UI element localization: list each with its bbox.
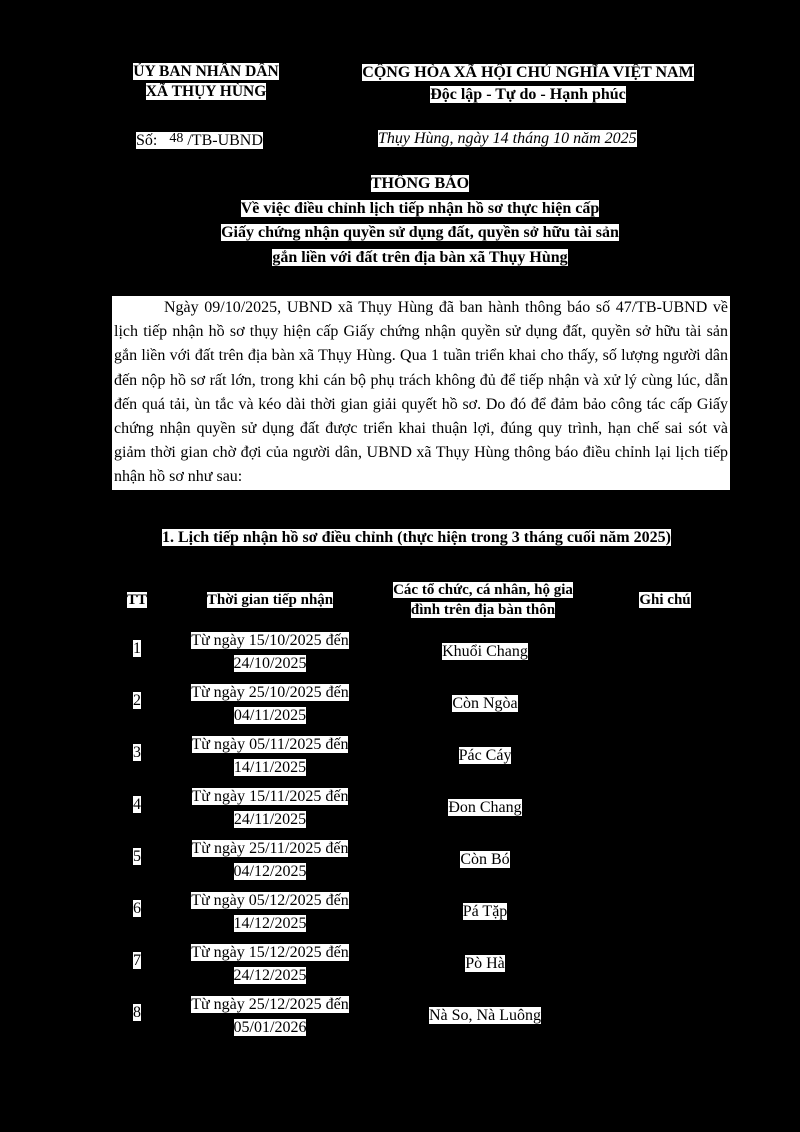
so-label: Số:: [136, 132, 158, 149]
document-title: [120, 172, 720, 270]
document-number: [136, 128, 263, 152]
row-time-start: Từ ngày 05/11/2025 đến: [191, 736, 349, 753]
row-time-start: Từ ngày 15/12/2025 đến: [191, 944, 349, 961]
document-date: [378, 128, 637, 150]
row-village: Pá Tặp: [462, 903, 508, 920]
table-row: [0, 679, 800, 731]
so-suffix: /TB-UBND: [187, 132, 263, 149]
row-tt: 7: [133, 952, 141, 969]
row-time-start: Từ ngày 25/10/2025 đến: [191, 684, 349, 701]
row-time-start: Từ ngày 05/12/2025 đến: [191, 892, 349, 909]
title-main: THÔNG BÁO: [370, 175, 470, 192]
row-time-start: Từ ngày 25/12/2025 đến: [191, 996, 349, 1013]
table-row: [0, 627, 800, 679]
agency-line-1: ỦY BAN NHÂN DÂN: [133, 63, 279, 80]
row-time-end: 24/12/2025: [233, 967, 307, 984]
table-row: [0, 835, 800, 887]
table-row: [0, 939, 800, 991]
row-village: Pò Hà: [465, 955, 505, 972]
row-tt: 8: [133, 1004, 141, 1021]
section-heading-text: 1. Lịch tiếp nhận hồ sơ điều chỉnh (thực hiện trong 3 tháng cuối năm 2025): [162, 529, 671, 546]
nation-line-1: CỘNG HÒA XÃ HỘI CHỦ NGHĨA VIỆT NAM: [362, 64, 694, 81]
agency-line-2: XÃ THỤY HÙNG: [145, 83, 267, 100]
row-village: Nà So, Nà Luông: [429, 1007, 541, 1024]
table-header-time: Thời gian tiếp nhận: [206, 592, 334, 608]
row-time-end: 14/12/2025: [233, 915, 307, 932]
row-tt: 3: [133, 744, 141, 761]
table-row: [0, 887, 800, 939]
table-row: [0, 731, 800, 783]
row-time-end: 24/11/2025: [233, 811, 307, 828]
row-time-start: Từ ngày 25/11/2025 đến: [191, 840, 349, 857]
body-paragraph: Ngày 09/10/2025, UBND xã Thụy Hùng đã ban hành thông báo số 47/TB-UBND về lịch tiếp nhận hồ sơ thụy hiện cấp Giấy chứng nhận quyền sử dụng đất, quyền sở hữu tài sản gắn liền với đất trên địa bàn xã Thụy Hùng. Qua 1 tuần triển khai cho thấy, số lượng người dân đến nộp hồ sơ rất lớn, trong khi cán bộ phụ trách không đủ để tiếp nhận và xử lý cùng lúc, dẫn đến quá tải, ùn tắc và kéo dài thời gian giải quyết hồ sơ. Do đó để đảm bảo công tác cấp Giấy chứng nhận quyền sử dụng đất được triển khai thuận lợi, đúng quy trình, hạn chế sai sót và giảm thời gian chờ đợi của người dân, UBND xã Thụy Hùng thông báo điều chỉnh lại lịch tiếp nhận hồ sơ như sau:: [112, 296, 730, 490]
row-time-start: Từ ngày 15/11/2025 đến: [191, 788, 349, 805]
nation-motto: Độc lập - Tự do - Hạnh phúc: [430, 86, 626, 103]
row-time-end: 05/01/2026: [233, 1019, 307, 1036]
so-number: 48: [169, 131, 184, 146]
agency-header: [118, 62, 294, 102]
table-row: [0, 783, 800, 835]
table-row: [0, 991, 800, 1043]
date-text: Thụy Hùng, ngày 14 tháng 10 năm 2025: [378, 130, 637, 147]
row-time-start: Từ ngày 15/10/2025 đến: [191, 632, 349, 649]
row-tt: 6: [133, 900, 141, 917]
row-tt: 5: [133, 848, 141, 865]
row-tt: 1: [133, 640, 141, 657]
row-time-end: 04/11/2025: [233, 707, 307, 724]
title-line-3: gắn liền với đất trên địa bàn xã Thụy Hùng: [272, 248, 568, 266]
row-village: Còn Bó: [460, 851, 510, 868]
table-header-note: Ghi chú: [639, 592, 691, 608]
row-village: Khuổi Chang: [442, 643, 528, 660]
row-tt: 4: [133, 796, 141, 813]
row-village: Đon Chang: [448, 799, 522, 816]
table-header-tt: TT: [126, 592, 147, 608]
row-time-end: 14/11/2025: [233, 759, 307, 776]
nation-header: [340, 62, 716, 106]
section-heading: [112, 526, 726, 550]
title-line-1: Về việc điều chỉnh lịch tiếp nhận hồ sơ thực hiện cấp: [240, 199, 600, 217]
row-time-end: 24/10/2025: [233, 655, 307, 672]
row-village: Còn Ngòa: [452, 695, 518, 712]
row-time-end: 04/12/2025: [233, 863, 307, 880]
row-village: Pác Cáy: [458, 747, 512, 764]
title-line-2: Giấy chứng nhận quyền sử dụng đất, quyền sở hữu tài sản: [221, 224, 619, 241]
row-tt: 2: [133, 692, 141, 709]
table-header-org: Các tổ chức, cá nhân, hộ gia đình trên địa bàn thôn: [393, 582, 573, 618]
